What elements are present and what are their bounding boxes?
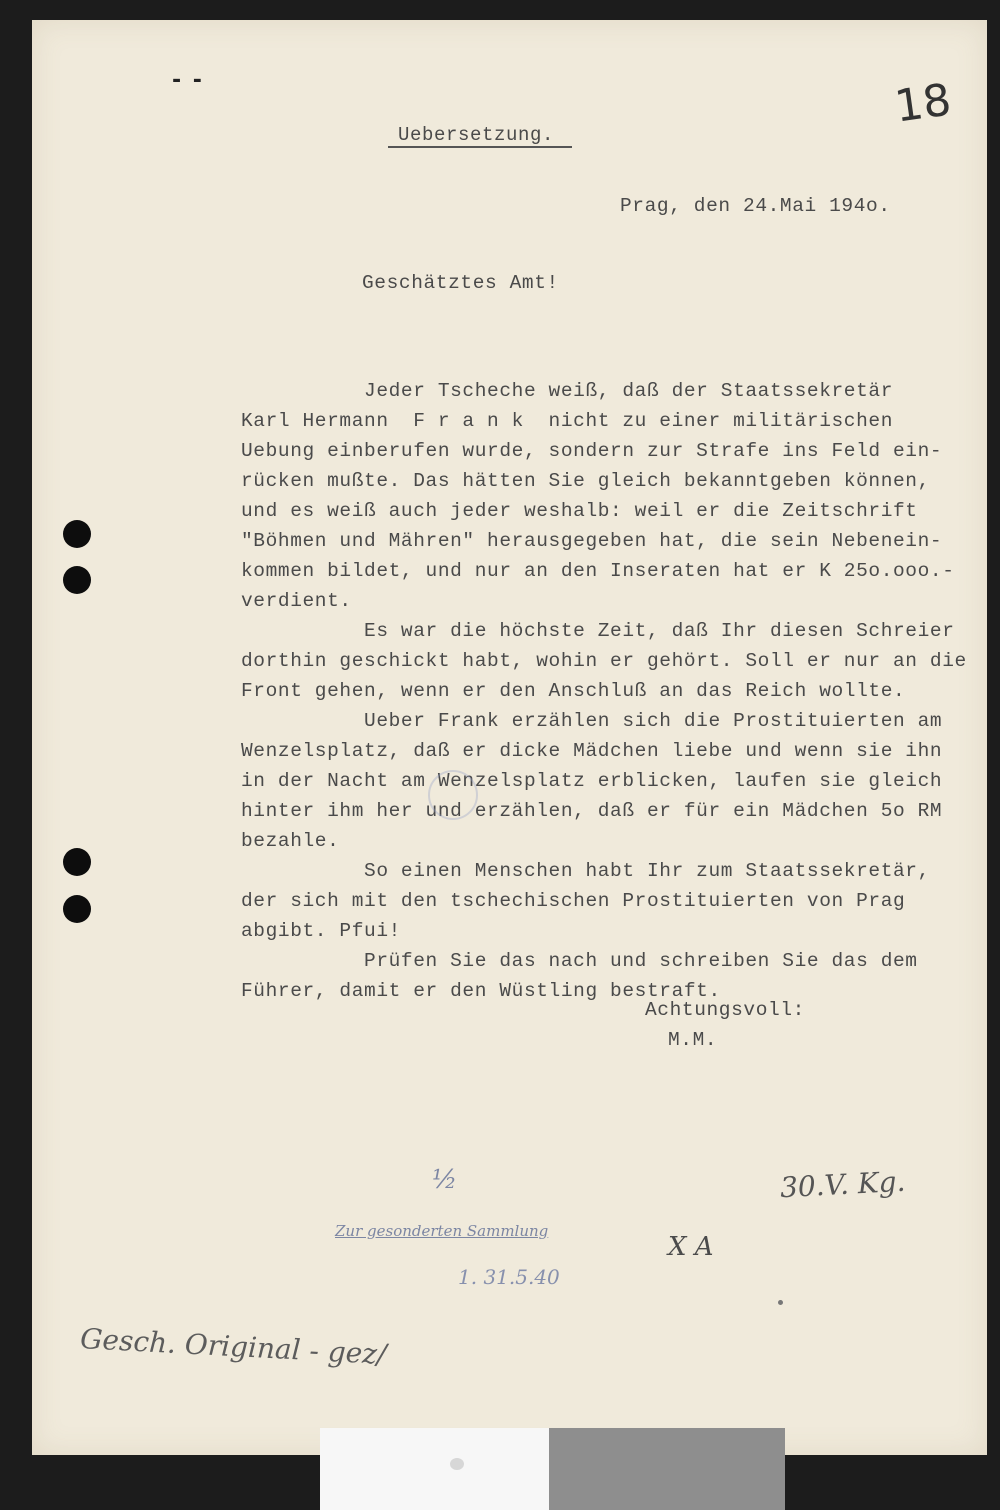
body-line: Wenzelsplatz, daß er dicke Mädchen liebe und wenn sie ihn bbox=[241, 740, 943, 762]
closing: Achtungsvoll: bbox=[645, 999, 805, 1021]
body-line: rücken mußte. Das hätten Sie gleich bekanntgeben können, bbox=[241, 470, 930, 492]
ink-dash-mark: - - bbox=[172, 68, 204, 93]
body-line: Es war die höchste Zeit, daß Ihr diesen Schreier bbox=[241, 620, 955, 642]
handwritten-date-note: 30.V. Kg. bbox=[779, 1164, 907, 1205]
heading-underline bbox=[388, 146, 572, 148]
body-line: Prüfen Sie das nach und schreiben Sie das dem bbox=[241, 950, 918, 972]
page-number: 18 bbox=[891, 74, 955, 133]
color-reference-card bbox=[320, 1428, 785, 1510]
fraction-mark: ½ bbox=[432, 1165, 458, 1195]
pencil-dot bbox=[778, 1300, 783, 1305]
body-line: Uebung einberufen wurde, sondern zur Strafe ins Feld ein- bbox=[241, 440, 943, 462]
body-line: kommen bildet, und nur an den Inseraten hat er K 25o.ooo.- bbox=[241, 560, 955, 582]
body-line: verdient. bbox=[241, 590, 352, 612]
salutation: Geschätztes Amt! bbox=[362, 272, 559, 294]
body-line: Karl Hermann F r a n k nicht zu einer militärischen bbox=[241, 410, 894, 432]
body-line: der sich mit den tschechischen Prostituierten von Prag bbox=[241, 890, 906, 912]
body-line: bezahle. bbox=[241, 830, 340, 852]
signature: M.M. bbox=[668, 1029, 718, 1051]
card-white-patch bbox=[320, 1428, 549, 1510]
faint-stamp-mark bbox=[428, 770, 478, 820]
body-line: dorthin geschickt habt, wohin er gehört. Soll er nur an die bbox=[241, 650, 967, 672]
punch-hole bbox=[63, 895, 91, 923]
body-line: So einen Menschen habt Ihr zum Staatssekretär, bbox=[241, 860, 930, 882]
handwritten-reference: X A bbox=[668, 1232, 714, 1262]
body-line: Ueber Frank erzählen sich die Prostituierten am bbox=[241, 710, 943, 732]
original-note: Gesch. Original - gez/ bbox=[79, 1321, 388, 1372]
punch-hole bbox=[63, 566, 91, 594]
card-gray-patch bbox=[549, 1428, 785, 1510]
body-line: "Böhmen und Mähren" herausgegeben hat, die sein Nebenein- bbox=[241, 530, 943, 552]
date-line: Prag, den 24.Mai 194o. bbox=[620, 195, 891, 217]
body-line: abgibt. Pfui! bbox=[241, 920, 401, 942]
body-line: Führer, damit er den Wüstling bestraft. bbox=[241, 980, 721, 1002]
body-line: Jeder Tscheche weiß, daß der Staatssekretär bbox=[241, 380, 894, 402]
blue-pencil-date: 1. 31.5.40 bbox=[458, 1265, 560, 1289]
blue-pencil-note: Zur gesonderten Sammlung bbox=[335, 1222, 549, 1240]
body-line: Front gehen, wenn er den Anschluß an das Reich wollte. bbox=[241, 680, 906, 702]
body-line: in der Nacht am Wenzelsplatz erblicken, laufen sie gleich bbox=[241, 770, 943, 792]
body-line: hinter ihm her und erzählen, daß er für ein Mädchen 5o RM bbox=[241, 800, 943, 822]
letter-body bbox=[241, 346, 967, 1036]
document-heading: Uebersetzung. bbox=[398, 124, 555, 146]
punch-hole bbox=[63, 848, 91, 876]
card-mark bbox=[450, 1458, 464, 1470]
body-line: und es weiß auch jeder weshalb: weil er die Zeitschrift bbox=[241, 500, 918, 522]
punch-hole bbox=[63, 520, 91, 548]
